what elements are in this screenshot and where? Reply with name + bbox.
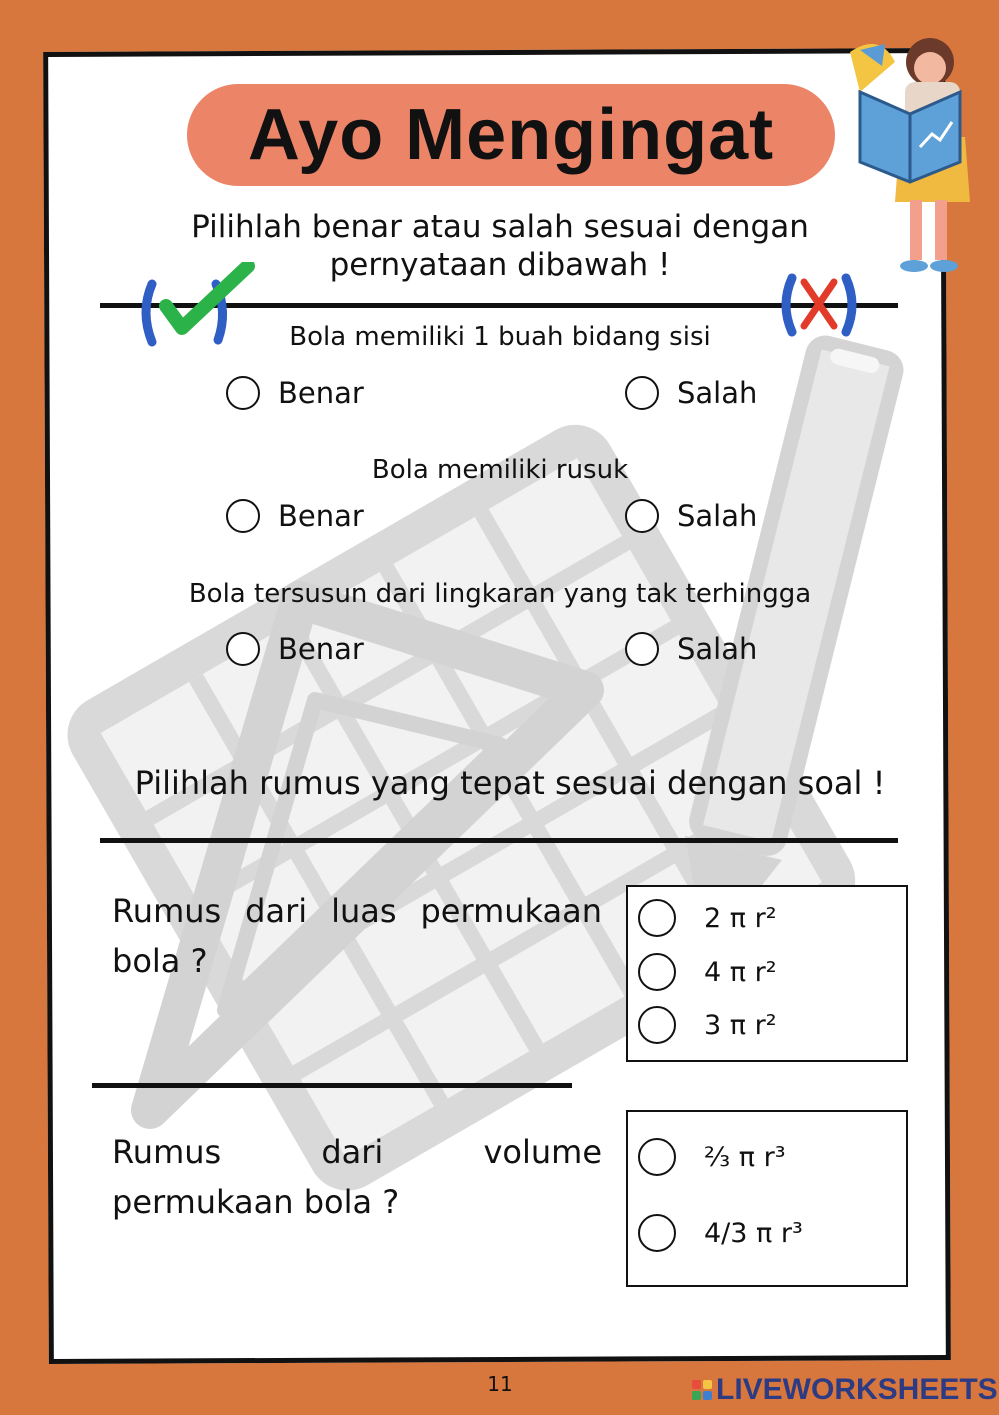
option-benar-3[interactable] (226, 632, 364, 666)
option-label: Salah (677, 632, 758, 666)
question-2-text: Rumus dari volume permukaan bola ? (112, 1133, 602, 1221)
radio-button[interactable] (638, 899, 676, 937)
formula-label: ⅔ π r³ (704, 1141, 786, 1173)
brand-icon (692, 1380, 712, 1400)
radio-button[interactable] (625, 632, 659, 666)
option-label: Benar (278, 499, 364, 533)
option-benar-2[interactable] (226, 499, 364, 533)
formula-label: 4/3 π r³ (704, 1217, 803, 1249)
formula-label: 4 π r² (704, 956, 777, 988)
option-benar-1[interactable] (226, 376, 364, 410)
radio-button[interactable] (625, 376, 659, 410)
answer-option[interactable] (638, 1214, 803, 1252)
divider-lower (92, 1083, 572, 1088)
instruction-formula: Pilihlah rumus yang tepat sesuai dengan soal ! (134, 764, 886, 802)
brand-name: LIVEWORKSHEETS (716, 1373, 998, 1406)
answer-box-2 (626, 1110, 908, 1287)
radio-button[interactable] (638, 1006, 676, 1044)
radio-button[interactable] (638, 1214, 676, 1252)
radio-button[interactable] (226, 632, 260, 666)
page-number: 11 (487, 1372, 513, 1396)
option-salah-2[interactable] (625, 499, 757, 533)
radio-button[interactable] (226, 499, 260, 533)
option-salah-1[interactable] (625, 376, 757, 410)
answer-option[interactable] (638, 1138, 786, 1176)
instruction-true-false: Pilihlah benar atau salah sesuai dengan pernyataan dibawah ! (191, 209, 809, 283)
option-salah-3[interactable] (625, 632, 757, 666)
answer-option[interactable] (638, 899, 777, 937)
statement-2: Bola memiliki rusuk (371, 455, 629, 485)
page-title: Ayo Mengingat (247, 95, 775, 175)
option-label: Benar (278, 632, 364, 666)
title-banner (187, 84, 835, 186)
option-label: Salah (677, 376, 758, 410)
divider-middle (100, 838, 898, 843)
statement-3: Bola tersusun dari lingkaran yang tak terhingga (188, 579, 812, 609)
radio-button[interactable] (638, 953, 676, 991)
formula-label: 2 π r² (704, 902, 777, 934)
radio-button[interactable] (638, 1138, 676, 1176)
answer-option[interactable] (638, 953, 777, 991)
question-1-text: Rumus dari luas permukaan bola ? (112, 892, 602, 980)
liveworksheets-logo (692, 1373, 998, 1407)
radio-button[interactable] (226, 376, 260, 410)
answer-option[interactable] (638, 1006, 777, 1044)
formula-label: 3 π r² (704, 1009, 777, 1041)
option-label: Benar (278, 376, 364, 410)
statement-1: Bola memiliki 1 buah bidang sisi (289, 322, 711, 352)
option-label: Salah (677, 499, 758, 533)
answer-box-1 (626, 885, 908, 1062)
girl-reading-illustration (840, 22, 980, 280)
radio-button[interactable] (625, 499, 659, 533)
